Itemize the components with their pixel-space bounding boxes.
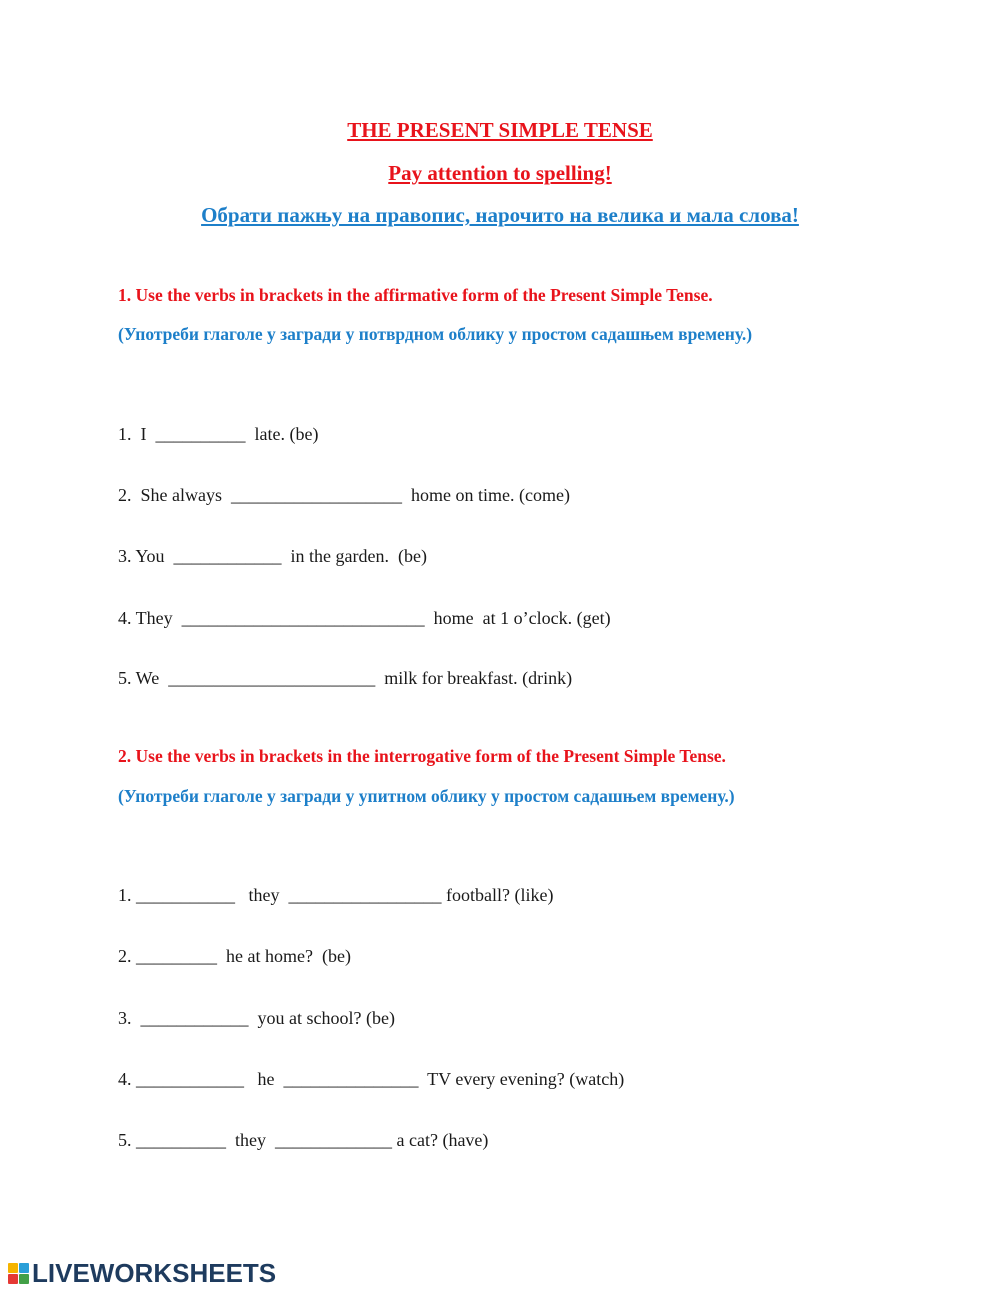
- exercise1-item-1[interactable]: 1. I __________ late. (be): [118, 424, 319, 444]
- section1-instruction-serbian: (Употреби глаголе у загради у потврдном облику у простом садашњем времену.): [118, 324, 753, 344]
- section1-instruction: 1. Use the verbs in brackets in the affirmative form of the Present Simple Tense.: [118, 285, 713, 305]
- exercise1-item-3[interactable]: 3. You ____________ in the garden. (be): [118, 546, 427, 566]
- worksheet-title: THE PRESENT SIMPLE TENSE: [347, 118, 653, 142]
- logo-square-3: [8, 1274, 18, 1284]
- exercise1-item-2[interactable]: 2. She always ___________________ home on time. (come): [118, 485, 570, 505]
- exercise2-item-3[interactable]: 3. ____________ you at school? (be): [118, 1008, 395, 1028]
- worksheet-subtitle-serbian: Обрати пажњу на правопис, нарочито на велика и мала слова!: [201, 203, 799, 227]
- liveworksheets-logo[interactable]: [8, 1258, 276, 1288]
- exercise2-item-5[interactable]: 5. __________ they _____________ a cat? (have): [118, 1130, 489, 1150]
- exercise1-item-5[interactable]: 5. We _______________________ milk for breakfast. (drink): [118, 668, 573, 688]
- exercise2-item-1[interactable]: 1. ___________ they _________________ football? (like): [118, 885, 554, 905]
- section2-instruction-serbian: (Употреби глаголе у загради у упитном облику у простом садашњем времену.): [118, 786, 735, 806]
- exercise2-item-2[interactable]: 2. _________ he at home? (be): [118, 946, 351, 966]
- liveworksheets-logo-icon: [8, 1263, 29, 1284]
- logo-square-2: [19, 1263, 29, 1273]
- logo-square-4: [19, 1274, 29, 1284]
- worksheet-subtitle: Pay attention to spelling!: [388, 161, 612, 185]
- exercise1-item-4[interactable]: 4. They ___________________________ home at 1 o’clock. (get): [118, 608, 611, 628]
- logo-text: LIVEWORKSHEETS: [32, 1257, 277, 1288]
- exercise2-item-4[interactable]: 4. ____________ he _______________ TV every evening? (watch): [118, 1069, 625, 1089]
- section2-instruction: 2. Use the verbs in brackets in the interrogative form of the Present Simple Tense.: [118, 746, 726, 766]
- logo-square-1: [8, 1263, 18, 1273]
